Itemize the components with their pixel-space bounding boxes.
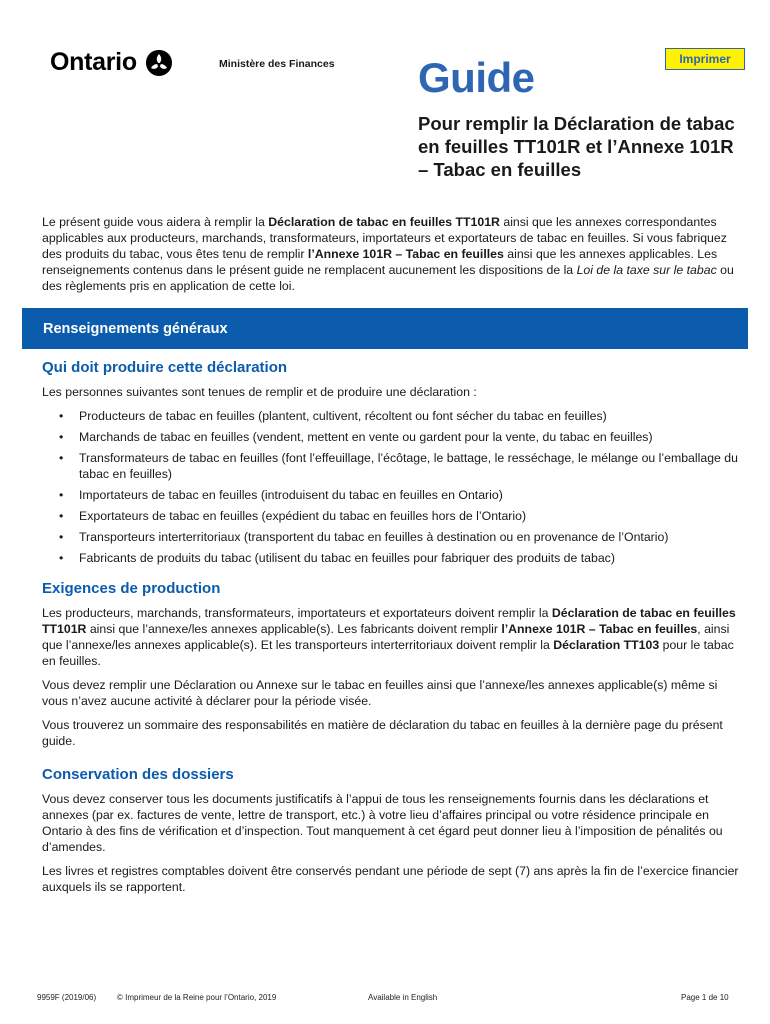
copyright: © Imprimeur de la Reine pour l’Ontario, 2019 — [117, 993, 277, 1002]
filing-text-a: Les producteurs, marchands, transformateurs, importateurs et exportateurs doivent remplir la — [42, 606, 552, 620]
list-item: • Marchands de tabac en feuilles (vendent, mettent en vente ou gardent pour la vente, du tabac en feuilles) — [42, 429, 742, 445]
filing-bold-f: Déclaration TT103 — [553, 638, 660, 652]
ontario-logo — [50, 48, 173, 77]
records-paragraph-1: Vous devez conserver tous les documents justificatifs à l’appui de tous les renseignements fournis dans les déclarations et annexes (par ex. factures de vente, lettre de transport, etc.) à votre lieu d’affaires principal ou votre résidence principale en Ontario à des fins de vérification et d’inspection. Tout manquement à cet égard peut donner lieu à l’imposition de pénalités ou d’amendes. — [42, 792, 723, 854]
list-item: • Producteurs de tabac en feuilles (plantent, cultivent, récoltent ou font sécher du tabac en feuilles) — [42, 408, 742, 424]
page-title: Guide — [418, 54, 535, 101]
records-section-body — [42, 791, 742, 903]
filing-text-c: ainsi que l’annexe/les annexes applicable(s). Les fabricants doivent remplir — [86, 622, 502, 636]
banner-title: Renseignements généraux — [43, 320, 228, 337]
list-item: • Transformateurs de tabac en feuilles (font l’effeuillage, l’écôtage, le battage, le resséchage, le mélange ou l’emballage du tabac en feuilles) — [42, 450, 742, 482]
intro-text-4: ou des règlements pris en application de cette loi. — [42, 263, 734, 293]
filing-paragraph-3: Vous trouverez un sommaire des responsabilités en matière de déclaration du tabac en feuilles à la dernière page du présent guide. — [42, 718, 723, 748]
page-number: Page 1 de 10 — [681, 993, 729, 1002]
heading-record-keeping: Conservation des dossiers — [42, 766, 234, 783]
filing-text-g: pour le tabac en feuilles. — [42, 638, 734, 668]
logo-wordmark: Ontario — [50, 48, 137, 76]
records-paragraph-2: Les livres et registres comptables doivent être conservés pendant une période de sept (7) ans après la fin de l’exercice financier auxquels ils se rapportent. — [42, 864, 739, 894]
who-section-body — [42, 384, 742, 571]
page-subtitle: Pour remplir la Déclaration de tabac en feuilles TT101R et l’Annexe 101R – Tabac en feuilles — [418, 113, 735, 180]
who-lead: Les personnes suivantes sont tenues de remplir et de produire une déclaration : — [42, 385, 477, 399]
list-item: • Transporteurs interterritoriaux (transportent du tabac en feuilles à destination ou en provenance de l’Ontario) — [42, 529, 742, 545]
list-item: • Fabricants de produits du tabac (utilisent du tabac en feuilles pour fabriquer des produits de tabac) — [42, 550, 742, 566]
intro-bold-2: l’Annexe 101R – Tabac en feuilles — [307, 247, 504, 261]
form-number: 9959F (2019/06) — [37, 993, 97, 1002]
filing-section-body — [42, 605, 742, 757]
intro-text-3: ainsi que les annexes applicables. Les renseignements contenus dans le présent guide ne remplacent aucunement les dispositions de la — [42, 247, 718, 277]
intro-bold-1: Déclaration de tabac en feuilles TT101R — [268, 215, 500, 229]
filing-paragraph-1 — [42, 605, 742, 669]
section-banner — [22, 308, 748, 349]
intro-text-1: Le présent guide vous aidera à remplir la — [42, 215, 269, 229]
trillium-icon — [145, 49, 173, 77]
filing-bold-b: Déclaration de tabac en feuilles TT101R — [42, 606, 736, 636]
print-button[interactable]: Imprimer — [665, 48, 745, 70]
english-availability: Available in English — [368, 993, 438, 1002]
intro-paragraph — [42, 214, 742, 294]
intro-law-title: Loi de la taxe sur le tabac — [576, 263, 717, 277]
filing-paragraph-2: Vous devez remplir une Déclaration ou Annexe sur le tabac en feuilles ainsi que l’annexe/les annexes applicable(s) même si vous n’avez aucune activité à déclarer pour la période visée. — [42, 678, 718, 708]
heading-filing-requirements: Exigences de production — [42, 580, 221, 597]
intro-text-2: ainsi que les annexes correspondantes applicables aux producteurs, marchands, transformateurs, importateurs et exportateurs de tabac en feuilles. Si vous fabriquez des produits du tabac, vous êtes tenu de remplir — [42, 215, 727, 261]
filer-list — [42, 408, 742, 566]
list-item: • Exportateurs de tabac en feuilles (expédient du tabac en feuilles hors de l’Ontario) — [42, 508, 742, 524]
list-item: • Importateurs de tabac en feuilles (introduisent du tabac en feuilles en Ontario) — [42, 487, 742, 503]
ministry-name: Ministère des Finances — [219, 58, 335, 70]
heading-who-must-file: Qui doit produire cette déclaration — [42, 359, 288, 376]
filing-text-e: , ainsi que l’annexe/les annexes applicable(s). Et les transporteurs interterritoriaux doivent remplir la — [42, 622, 730, 652]
filing-bold-d: l’Annexe 101R – Tabac en feuilles — [501, 622, 698, 636]
